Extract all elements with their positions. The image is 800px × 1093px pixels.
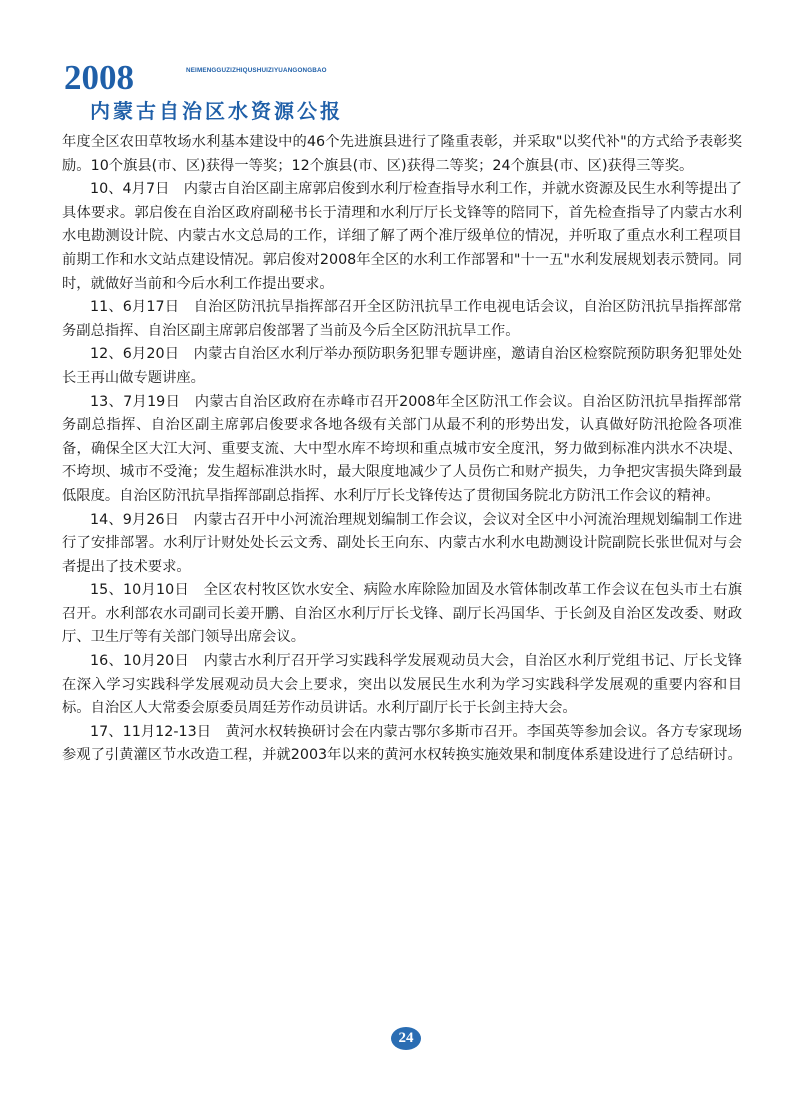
page-number-badge: 24 bbox=[391, 1027, 421, 1050]
paragraph: 17、11月12-13日 黄河水权转换研讨会在内蒙古鄂尔多斯市召开。李国英等参加会议。各方专家现场参观了引黄灌区节水改造工程，并就2003年以来的黄河水权转换实施效果和制度体系建设进行了总结研讨。 bbox=[62, 723, 742, 764]
publication-title: 内蒙古自治区水资源公报 bbox=[90, 99, 343, 123]
year-label: 2008 bbox=[64, 58, 134, 97]
masthead bbox=[62, 58, 482, 128]
paragraph: 12、6月20日 内蒙古自治区水利厅举办预防职务犯罪专题讲座，邀请自治区检察院预防职务犯罪处处长王再山做专题讲座。 bbox=[62, 346, 742, 386]
paragraph: 13、7月19日 内蒙古自治区政府在赤峰市召开2008年全区防汛工作会议。自治区防汛抗旱指挥部常务副总指挥、自治区副主席郭启俊要求各地各级有关部门从最不利的形势出发，认真做好防汛抢险各项准备，确保全区大江大河、重要支流、大中型水库不垮坝和重点城市安全度汛，努力做到标准内洪水不决堤、不垮坝、城市不受淹；发生超标准洪水时，最大限度地减少了人员伤亡和财产损失，力争把灾害损失降到最低限度。自治区防汛抗旱指挥部副总指挥、水利厅厅长戈锋传达了贯彻国务院北方防汛工作会议的精神。 bbox=[62, 393, 742, 504]
article-body bbox=[62, 131, 742, 768]
paragraph: 16、10月20日 内蒙古水利厅召开学习实践科学发展观动员大会，自治区水利厅党组书记、厅长戈锋在深入学习实践科学发展观动员大会上要求，突出以发展民生水利为学习实践科学发展观的重要内容和目标。自治区人大常委会原委员周廷芳作动员讲话。水利厅副厅长于长剑主持大会。 bbox=[62, 653, 742, 717]
paragraph: 14、9月26日 内蒙古召开中小河流治理规划编制工作会议，会议对全区中小河流治理规划编制工作进行了安排部署。水利厅计财处处长云文秀、副处长王向东、内蒙古水利水电勘测设计院副院长张世侃对与会者提出了技术要求。 bbox=[62, 511, 742, 575]
paragraph: 10、4月7日 内蒙古自治区副主席郭启俊到水利厅检查指导水利工作，并就水资源及民生水利等提出了具体要求。郭启俊在自治区政府副秘书长于清理和水利厅厅长戈锋等的陪同下，首先检查指导了内蒙古水利水电勘测设计院、内蒙古水文总局的工作，详细了解了两个准厅级单位的情况，并听取了重点水利工程项目前期工作和水文站点建设情况。郭启俊对2008年全区的水利工作部署和"十一五"水利发展规划表示赞同。同时，就做好当前和今后水利工作提出要求。 bbox=[62, 181, 742, 292]
paragraph: 15、10月10日 全区农村牧区饮水安全、病险水库除险加固及水管体制改革工作会议在包头市土右旗召开。水利部农水司副司长姜开鹏、自治区水利厅厅长戈锋、副厅长冯国华、于长剑及自治区发改委、财政厅、卫生厅等有关部门领导出席会议。 bbox=[62, 582, 742, 646]
paragraph: 年度全区农田草牧场水利基本建设中的46个先进旗县进行了隆重表彰，并采取"以奖代补"的方式给予表彰奖励。10个旗县(市、区)获得一等奖；12个旗县(市、区)获得二等奖；24个旗县(市、区)获得三等奖。 bbox=[62, 134, 742, 174]
pinyin-subtitle: NEIMENGGUZIZHIQUSHUIZIYUANGONGBAO bbox=[186, 67, 327, 74]
paragraph: 11、6月17日 自治区防汛抗旱指挥部召开全区防汛抗旱工作电视电话会议，自治区防汛抗旱指挥部常务副总指挥、自治区副主席郭启俊部署了当前及今后全区防汛抗旱工作。 bbox=[62, 299, 742, 339]
